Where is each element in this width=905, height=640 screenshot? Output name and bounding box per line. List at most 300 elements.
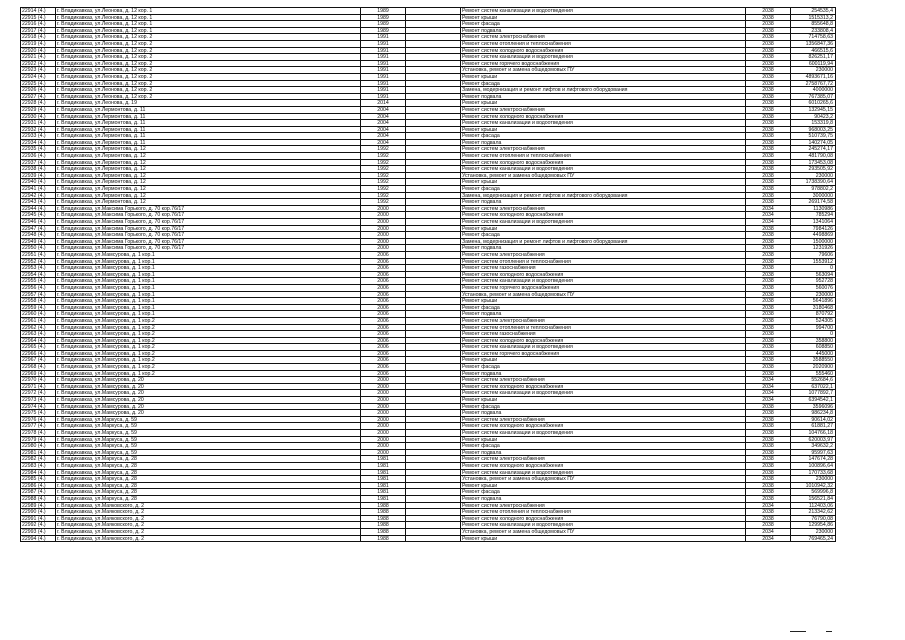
empty-cell [406, 226, 461, 233]
address-cell: г. Владикавказ, ул.Максима Горького, д. 70 кор.76/17 [56, 245, 361, 252]
row-number-cell: 22987 (4.) [21, 489, 56, 496]
row-number-cell: 22983 (4.) [21, 463, 56, 470]
cost-cell: 1231926 [791, 245, 836, 252]
table-row [21, 186, 836, 193]
row-number-cell: 22976 (4.) [21, 417, 56, 424]
build-year-cell: 2004 [361, 127, 406, 134]
work-type-cell: Ремонт подвала [461, 311, 746, 318]
work-type-cell: Ремонт крыши [461, 536, 746, 543]
planned-year-cell: 2038 [746, 41, 791, 48]
build-year-cell: 2000 [361, 404, 406, 411]
empty-cell [406, 292, 461, 299]
planned-year-cell: 2038 [746, 437, 791, 444]
cost-cell: 230000 [791, 529, 836, 536]
work-type-cell: Ремонт подвала [461, 199, 746, 206]
build-year-cell: 2000 [361, 437, 406, 444]
cost-cell: 1341064 [791, 219, 836, 226]
table-row [21, 41, 836, 48]
build-year-cell: 1991 [361, 67, 406, 74]
table-row [21, 74, 836, 81]
table-row [21, 476, 836, 483]
build-year-cell: 2006 [361, 259, 406, 266]
empty-cell [406, 397, 461, 404]
planned-year-cell: 2038 [746, 430, 791, 437]
planned-year-cell: 2038 [746, 173, 791, 180]
build-year-cell: 1991 [361, 48, 406, 55]
row-number-cell: 22966 (4.) [21, 351, 56, 358]
work-type-cell: Ремонт систем канализации и водоотведения [461, 120, 746, 127]
build-year-cell: 1989 [361, 28, 406, 35]
row-number-cell: 22993 (4.) [21, 529, 56, 536]
address-cell: г. Владикавказ, ул.Мамсурова, д. 1 кор.2 [56, 357, 361, 364]
cost-cell: 445000 [791, 351, 836, 358]
empty-cell [406, 252, 461, 259]
empty-cell [406, 377, 461, 384]
work-type-cell: Ремонт фасада [461, 489, 746, 496]
planned-year-cell: 2038 [746, 331, 791, 338]
cost-cell: 870792 [791, 311, 836, 318]
build-year-cell: 2000 [361, 226, 406, 233]
empty-cell [406, 41, 461, 48]
row-number-cell: 22950 (4.) [21, 245, 56, 252]
row-number-cell: 22975 (4.) [21, 410, 56, 417]
build-year-cell: 2006 [361, 331, 406, 338]
planned-year-cell: 2038 [746, 160, 791, 167]
planned-year-cell: 2038 [746, 404, 791, 411]
build-year-cell: 2000 [361, 397, 406, 404]
empty-cell [406, 536, 461, 543]
table-row [21, 410, 836, 417]
row-number-cell: 22936 (4.) [21, 153, 56, 160]
row-number-cell: 22970 (4.) [21, 377, 56, 384]
cost-cell: 7984126 [791, 226, 836, 233]
empty-cell [406, 417, 461, 424]
build-year-cell: 2014 [361, 100, 406, 107]
table-row [21, 351, 836, 358]
work-type-cell: Ремонт систем электроснабжения [461, 107, 746, 114]
address-cell: г. Владикавказ, ул.Лермонтова, д. 11 [56, 127, 361, 134]
build-year-cell: 1988 [361, 529, 406, 536]
table-row [21, 259, 836, 266]
address-cell: г. Владикавказ, ул.Леонова, д. 19 [56, 100, 361, 107]
build-year-cell: 1991 [361, 34, 406, 41]
planned-year-cell: 2038 [746, 232, 791, 239]
work-type-cell: Ремонт крыши [461, 226, 746, 233]
address-cell: г. Владикавказ, ул.Маяковского, д. 2 [56, 522, 361, 529]
table-row [21, 48, 836, 55]
work-type-cell: Ремонт фасада [461, 305, 746, 312]
planned-year-cell: 2038 [746, 226, 791, 233]
build-year-cell: 2006 [361, 357, 406, 364]
empty-cell [406, 364, 461, 371]
empty-cell [406, 437, 461, 444]
row-number-cell: 22919 (4.) [21, 41, 56, 48]
row-number-cell: 22971 (4.) [21, 384, 56, 391]
table-row [21, 430, 836, 437]
row-number-cell: 22954 (4.) [21, 272, 56, 279]
cost-cell: 153319,8 [791, 120, 836, 127]
row-number-cell: 22980 (4.) [21, 443, 56, 450]
address-cell: г. Владикавказ, ул.Мамсурова, д. 1 кор.2 [56, 338, 361, 345]
empty-cell [406, 285, 461, 292]
empty-cell [406, 34, 461, 41]
cost-cell: 61881,27 [791, 423, 836, 430]
planned-year-cell: 2038 [746, 509, 791, 516]
table-row [21, 377, 836, 384]
build-year-cell: 2006 [361, 371, 406, 378]
table-row [21, 153, 836, 160]
build-year-cell: 1992 [361, 166, 406, 173]
row-number-cell: 22968 (4.) [21, 364, 56, 371]
build-year-cell: 1981 [361, 496, 406, 503]
address-cell: г. Владикавказ, ул.Лермонтова, д. 12 [56, 173, 361, 180]
empty-cell [406, 410, 461, 417]
cost-cell: 6010265,6 [791, 100, 836, 107]
row-number-cell: 22994 (4.) [21, 536, 56, 543]
repair-schedule-table [20, 7, 836, 542]
build-year-cell: 2006 [361, 344, 406, 351]
build-year-cell: 2006 [361, 265, 406, 272]
empty-cell [406, 100, 461, 107]
planned-year-cell: 2038 [746, 34, 791, 41]
planned-year-cell: 2038 [746, 100, 791, 107]
row-number-cell: 22985 (4.) [21, 476, 56, 483]
planned-year-cell: 2038 [746, 410, 791, 417]
work-type-cell: Ремонт систем канализации и водоотведения [461, 390, 746, 397]
table-row [21, 384, 836, 391]
address-cell: г. Владикавказ, ул.Мамсурова, д. 1 кор.2 [56, 318, 361, 325]
work-type-cell: Установка, ремонт и замена общедомовых ПУ [461, 173, 746, 180]
work-type-cell: Ремонт систем холодного водоснабжения [461, 463, 746, 470]
build-year-cell: 2004 [361, 140, 406, 147]
planned-year-cell: 2038 [746, 476, 791, 483]
table-row [21, 140, 836, 147]
empty-cell [406, 8, 461, 15]
address-cell: г. Владикавказ, ул.Лермонтова, д. 12 [56, 179, 361, 186]
address-cell: г. Владикавказ, ул.Мамсурова, д. 1 кор.2 [56, 364, 361, 371]
planned-year-cell: 2038 [746, 272, 791, 279]
work-type-cell: Ремонт систем холодного водоснабжения [461, 516, 746, 523]
build-year-cell: 2000 [361, 232, 406, 239]
cost-cell: 254535,4 [791, 8, 836, 15]
cost-cell: 140274,05 [791, 140, 836, 147]
empty-cell [406, 179, 461, 186]
cost-cell: 994700 [791, 325, 836, 332]
empty-cell [406, 443, 461, 450]
cost-cell: 560076 [791, 285, 836, 292]
address-cell: г. Владикавказ, ул.Маркуса, д. 28 [56, 470, 361, 477]
empty-cell [406, 166, 461, 173]
row-number-cell: 22926 (4.) [21, 87, 56, 94]
table-row [21, 423, 836, 430]
work-type-cell: Замена, модернизация и ремонт лифтов и лифтового оборудования [461, 193, 746, 200]
empty-cell [406, 331, 461, 338]
work-type-cell: Ремонт систем отопления и теплоснабжения [461, 325, 746, 332]
empty-cell [406, 503, 461, 510]
cost-cell: 230000 [791, 67, 836, 74]
planned-year-cell: 2038 [746, 245, 791, 252]
work-type-cell: Ремонт систем электроснабжения [461, 252, 746, 259]
cost-cell: 1738390,64 [791, 179, 836, 186]
build-year-cell: 1991 [361, 87, 406, 94]
address-cell: г. Владикавказ, ул.Лермонтова, д. 11 [56, 133, 361, 140]
work-type-cell: Ремонт систем электроснабжения [461, 417, 746, 424]
planned-year-cell: 2038 [746, 371, 791, 378]
work-type-cell: Ремонт систем канализации и водоотведения [461, 278, 746, 285]
empty-cell [406, 140, 461, 147]
table-row [21, 292, 836, 299]
cost-cell: 1515313,2 [791, 15, 836, 22]
row-number-cell: 22932 (4.) [21, 127, 56, 134]
table-row [21, 193, 836, 200]
empty-cell [406, 199, 461, 206]
address-cell: г. Владикавказ, ул.Леонова, д. 12 кор. 2 [56, 81, 361, 88]
table-row [21, 536, 836, 543]
planned-year-cell: 2038 [746, 483, 791, 490]
cost-cell: 785294 [791, 212, 836, 219]
address-cell: г. Владикавказ, ул.Маркуса, д. 28 [56, 483, 361, 490]
table-row [21, 496, 836, 503]
empty-cell [406, 232, 461, 239]
work-type-cell: Ремонт систем электроснабжения [461, 34, 746, 41]
empty-cell [406, 219, 461, 226]
work-type-cell: Ремонт фасада [461, 21, 746, 28]
cost-cell: 90423,2 [791, 114, 836, 121]
work-type-cell: Ремонт крыши [461, 397, 746, 404]
build-year-cell: 1988 [361, 509, 406, 516]
page-mark [790, 631, 806, 632]
row-number-cell: 22960 (4.) [21, 311, 56, 318]
cost-cell: 466515,6 [791, 48, 836, 55]
row-number-cell: 22990 (4.) [21, 509, 56, 516]
planned-year-cell: 2038 [746, 186, 791, 193]
table-row [21, 272, 836, 279]
address-cell: г. Владикавказ, ул.Мамсурова, д. 1 кор.1 [56, 272, 361, 279]
work-type-cell: Установка, ремонт и замена общедомовых ПУ [461, 67, 746, 74]
build-year-cell: 1981 [361, 463, 406, 470]
cost-cell: 524305 [791, 318, 836, 325]
empty-cell [406, 259, 461, 266]
address-cell: г. Владикавказ, ул.Мамсурова, д. 1 кор.1 [56, 252, 361, 259]
cost-cell: 104766,18 [791, 430, 836, 437]
address-cell: г. Владикавказ, ул.Леонова, д. 12 кор. 2 [56, 54, 361, 61]
planned-year-cell: 2038 [746, 417, 791, 424]
build-year-cell: 2004 [361, 114, 406, 121]
build-year-cell: 2006 [361, 278, 406, 285]
table-row [21, 54, 836, 61]
empty-cell [406, 74, 461, 81]
table-row [21, 61, 836, 68]
page-mark [826, 631, 832, 632]
cost-cell: 637022,1 [791, 384, 836, 391]
work-type-cell: Ремонт систем канализации и водоотведения [461, 8, 746, 15]
empty-cell [406, 305, 461, 312]
work-type-cell: Ремонт подвала [461, 371, 746, 378]
planned-year-cell: 2038 [746, 8, 791, 15]
empty-cell [406, 463, 461, 470]
table-row [21, 503, 836, 510]
table-row [21, 127, 836, 134]
cost-cell: 1356847,36 [791, 41, 836, 48]
planned-year-cell: 2038 [746, 344, 791, 351]
row-number-cell: 22979 (4.) [21, 437, 56, 444]
address-cell: г. Владикавказ, ул.Мамсурова, д. 20 [56, 384, 361, 391]
work-type-cell: Ремонт подвала [461, 410, 746, 417]
row-number-cell: 22978 (4.) [21, 430, 56, 437]
address-cell: г. Владикавказ, ул.Максима Горького, д. 70 кор.76/17 [56, 226, 361, 233]
row-number-cell: 22961 (4.) [21, 318, 56, 325]
planned-year-cell: 2038 [746, 443, 791, 450]
cost-cell: 510739,75 [791, 133, 836, 140]
table-row [21, 417, 836, 424]
empty-cell [406, 384, 461, 391]
address-cell: г. Владикавказ, ул.Мамсурова, д. 20 [56, 410, 361, 417]
empty-cell [406, 133, 461, 140]
build-year-cell: 2000 [361, 443, 406, 450]
address-cell: г. Владикавказ, ул.Леонова, д. 12 кор. 1 [56, 21, 361, 28]
build-year-cell: 1981 [361, 456, 406, 463]
build-year-cell: 1989 [361, 8, 406, 15]
work-type-cell: Ремонт подвала [461, 496, 746, 503]
planned-year-cell: 2038 [746, 305, 791, 312]
row-number-cell: 22962 (4.) [21, 325, 56, 332]
address-cell: г. Владикавказ, ул.Лермонтова, д. 11 [56, 114, 361, 121]
planned-year-cell: 2038 [746, 179, 791, 186]
table-row [21, 390, 836, 397]
row-number-cell: 22943 (4.) [21, 199, 56, 206]
planned-year-cell: 2038 [746, 107, 791, 114]
cost-cell: 132945,15 [791, 107, 836, 114]
table-row [21, 311, 836, 318]
address-cell: г. Владикавказ, ул.Лермонтова, д. 12 [56, 153, 361, 160]
planned-year-cell: 2038 [746, 67, 791, 74]
row-number-cell: 22945 (4.) [21, 212, 56, 219]
planned-year-cell: 2038 [746, 364, 791, 371]
address-cell: г. Владикавказ, ул.Мамсурова, д. 1 кор.1 [56, 285, 361, 292]
cost-cell: 1130986 [791, 206, 836, 213]
table-row [21, 146, 836, 153]
address-cell: г. Владикавказ, ул.Мамсурова, д. 1 кор.1 [56, 259, 361, 266]
row-number-cell: 22988 (4.) [21, 496, 56, 503]
planned-year-cell: 2038 [746, 54, 791, 61]
build-year-cell: 2000 [361, 239, 406, 246]
planned-year-cell: 2034 [746, 384, 791, 391]
work-type-cell: Ремонт систем холодного водоснабжения [461, 160, 746, 167]
address-cell: г. Владикавказ, ул.Леонова, д. 12 кор. 2 [56, 67, 361, 74]
empty-cell [406, 173, 461, 180]
address-cell: г. Владикавказ, ул.Леонова, д. 12 кор. 2 [56, 48, 361, 55]
address-cell: г. Владикавказ, ул.Мамсурова, д. 1 кор.2 [56, 331, 361, 338]
cost-cell: 129954,86 [791, 522, 836, 529]
row-number-cell: 22938 (4.) [21, 166, 56, 173]
planned-year-cell: 2038 [746, 463, 791, 470]
planned-year-cell: 2038 [746, 28, 791, 35]
work-type-cell: Ремонт систем холодного водоснабжения [461, 338, 746, 345]
table-row [21, 463, 836, 470]
planned-year-cell: 2034 [746, 397, 791, 404]
row-number-cell: 22914 (4.) [21, 8, 56, 15]
address-cell: г. Владикавказ, ул.Лермонтова, д. 12 [56, 166, 361, 173]
address-cell: г. Владикавказ, ул.Леонова, д. 12 кор. 1 [56, 8, 361, 15]
work-type-cell: Ремонт систем электроснабжения [461, 456, 746, 463]
build-year-cell: 1981 [361, 489, 406, 496]
work-type-cell: Ремонт крыши [461, 437, 746, 444]
row-number-cell: 22931 (4.) [21, 120, 56, 127]
row-number-cell: 22951 (4.) [21, 252, 56, 259]
cost-cell: 5641896 [791, 298, 836, 305]
table-row [21, 34, 836, 41]
build-year-cell: 1989 [361, 15, 406, 22]
build-year-cell: 2006 [361, 298, 406, 305]
address-cell: г. Владикавказ, ул.Леонова, д. 12 кор. 2 [56, 87, 361, 94]
planned-year-cell: 2038 [746, 48, 791, 55]
planned-year-cell: 2038 [746, 470, 791, 477]
address-cell: г. Владикавказ, ул.Маяковского, д. 2 [56, 536, 361, 543]
build-year-cell: 2000 [361, 219, 406, 226]
address-cell: г. Владикавказ, ул.Леонова, д. 12 кор. 2 [56, 61, 361, 68]
planned-year-cell: 2038 [746, 285, 791, 292]
empty-cell [406, 206, 461, 213]
empty-cell [406, 245, 461, 252]
work-type-cell: Ремонт систем газоснабжения [461, 331, 746, 338]
address-cell: г. Владикавказ, ул.Лермонтова, д. 11 [56, 140, 361, 147]
cost-cell: 358800 [791, 338, 836, 345]
work-type-cell: Ремонт систем электроснабжения [461, 318, 746, 325]
cost-cell: 245274,17 [791, 146, 836, 153]
build-year-cell: 2006 [361, 292, 406, 299]
planned-year-cell: 2034 [746, 219, 791, 226]
cost-cell: 1010942,32 [791, 483, 836, 490]
empty-cell [406, 298, 461, 305]
table-row [21, 443, 836, 450]
work-type-cell: Ремонт крыши [461, 483, 746, 490]
empty-cell [406, 127, 461, 134]
address-cell: г. Владикавказ, ул.Максима Горького, д. 70 кор.76/17 [56, 212, 361, 219]
address-cell: г. Владикавказ, ул.Максима Горького, д. 70 кор.76/17 [56, 206, 361, 213]
row-number-cell: 22941 (4.) [21, 186, 56, 193]
address-cell: г. Владикавказ, ул.Мамсурова, д. 1 кор.1 [56, 311, 361, 318]
address-cell: г. Владикавказ, ул.Мамсурова, д. 20 [56, 390, 361, 397]
table-row [21, 219, 836, 226]
row-number-cell: 22940 (4.) [21, 179, 56, 186]
empty-cell [406, 15, 461, 22]
row-number-cell: 22956 (4.) [21, 285, 56, 292]
cost-cell: 269174,58 [791, 199, 836, 206]
address-cell: г. Владикавказ, ул.Маркуса, д. 28 [56, 463, 361, 470]
build-year-cell: 1992 [361, 160, 406, 167]
address-cell: г. Владикавказ, ул.Маркуса, д. 59 [56, 430, 361, 437]
table-row [21, 87, 836, 94]
empty-cell [406, 278, 461, 285]
build-year-cell: 1988 [361, 516, 406, 523]
work-type-cell: Ремонт систем электроснабжения [461, 377, 746, 384]
build-year-cell: 1991 [361, 94, 406, 101]
table-row [21, 522, 836, 529]
empty-cell [406, 311, 461, 318]
empty-cell [406, 430, 461, 437]
work-type-cell: Ремонт подвала [461, 245, 746, 252]
cost-cell: 2020900 [791, 364, 836, 371]
cost-cell: 608850 [791, 344, 836, 351]
planned-year-cell: 2038 [746, 325, 791, 332]
build-year-cell: 2000 [361, 384, 406, 391]
table-row [21, 160, 836, 167]
row-number-cell: 22957 (4.) [21, 292, 56, 299]
address-cell: г. Владикавказ, ул.Лермонтова, д. 12 [56, 146, 361, 153]
row-number-cell: 22920 (4.) [21, 48, 56, 55]
row-number-cell: 22969 (4.) [21, 371, 56, 378]
table-row [21, 298, 836, 305]
